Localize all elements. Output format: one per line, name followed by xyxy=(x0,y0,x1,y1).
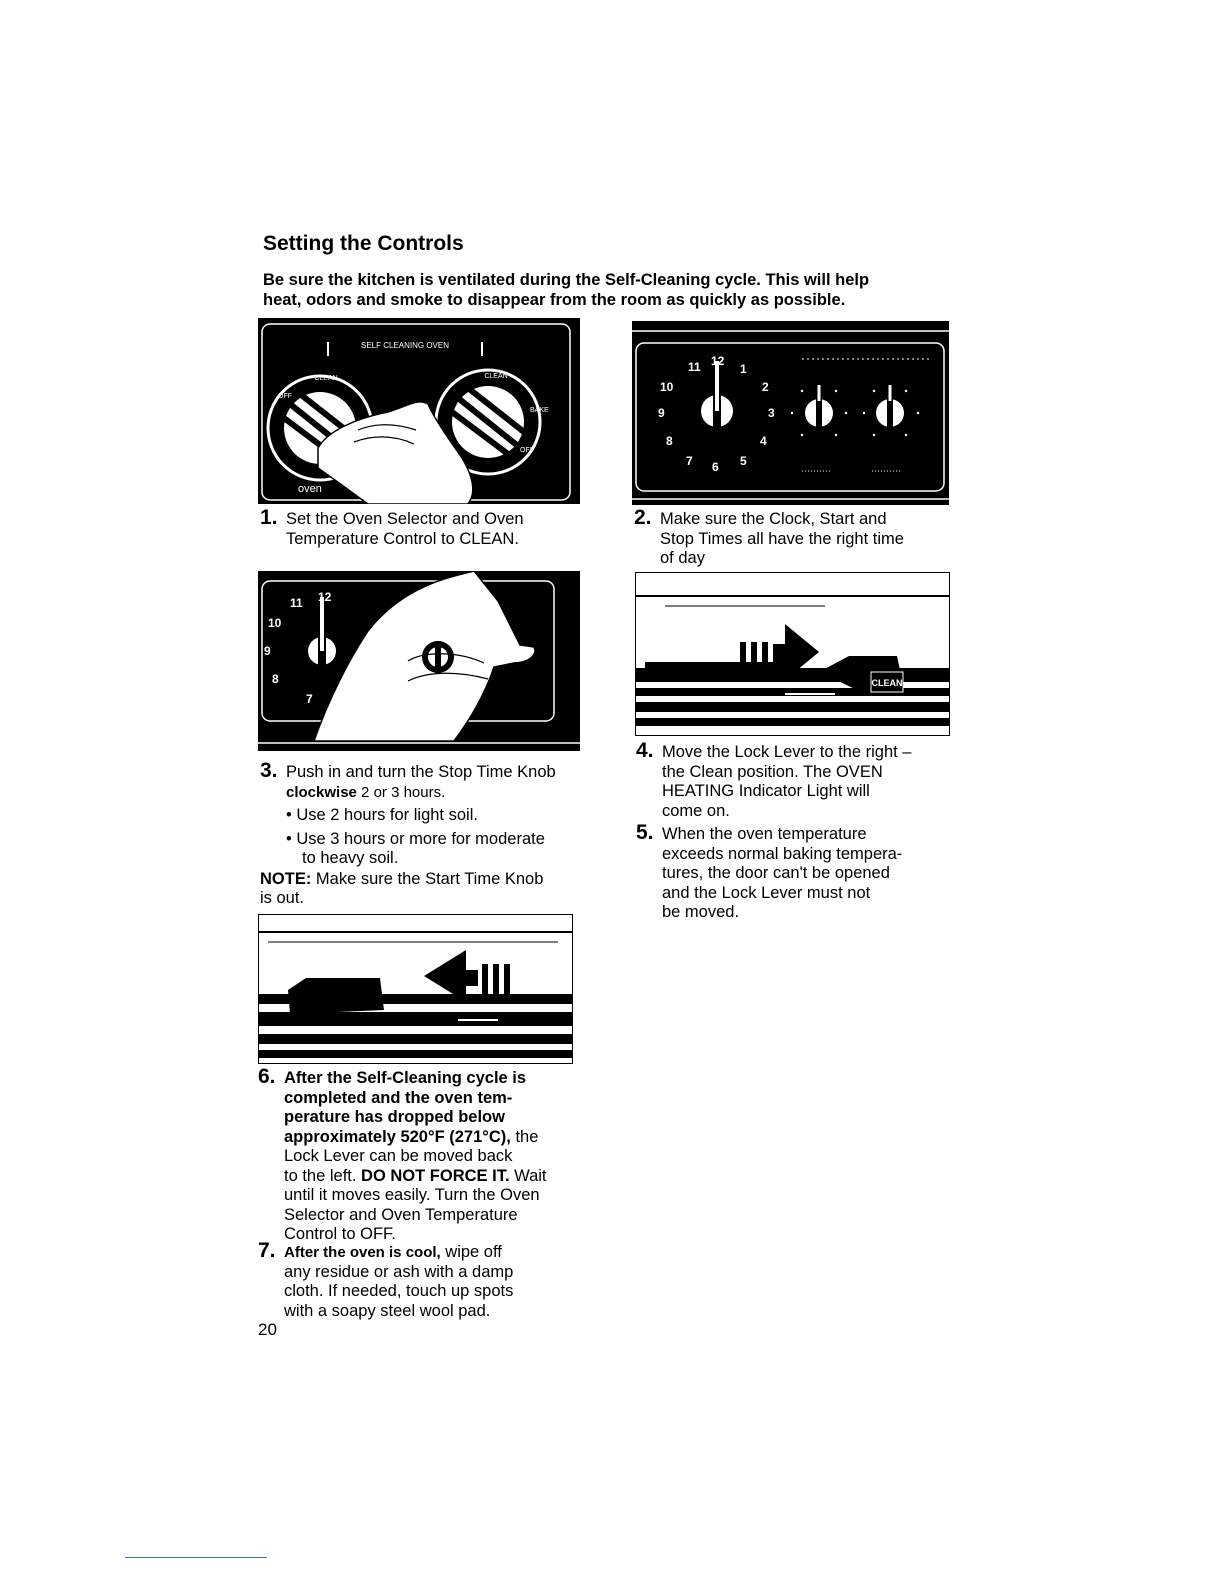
figure-lock-lever-left xyxy=(258,914,573,1064)
bullet-item: • Use 3 hours or more for moderate xyxy=(286,829,545,848)
clock-numeral: 12 xyxy=(318,590,332,604)
clock-numeral: 7 xyxy=(686,454,693,468)
step-5 xyxy=(636,821,903,923)
step-text: Selector and Oven Temperature xyxy=(284,1205,518,1224)
step-number: 3. xyxy=(260,759,278,782)
lock-lever-right-illustration xyxy=(635,572,950,736)
bullet-item-continued: to heavy soil. xyxy=(302,849,399,867)
step-text: until it moves easily. Turn the Oven xyxy=(284,1186,540,1204)
step-number: 7. xyxy=(258,1239,276,1262)
step-text: any residue or ash with a damp xyxy=(284,1262,514,1281)
clock-numeral: 10 xyxy=(660,380,674,394)
step-text-bold: completed and the oven tem- xyxy=(284,1088,513,1107)
note xyxy=(260,870,543,908)
step-1 xyxy=(260,506,524,549)
bullet-item: • Use 2 hours for light soil. xyxy=(286,806,478,824)
step-text: be moved. xyxy=(662,903,740,921)
step-text: Make sure the Clock, Start and xyxy=(660,510,887,528)
step-text-bold: After the oven is cool, xyxy=(284,1244,441,1261)
step-text: Stop Times all have the right time xyxy=(660,529,904,548)
clock-numeral: 8 xyxy=(272,672,279,686)
step-text: the xyxy=(510,1127,539,1146)
clock-numeral: 3 xyxy=(768,406,775,420)
step-number: 5. xyxy=(636,821,654,844)
panel-label: SELF CLEANING OVEN xyxy=(360,341,450,350)
step-text: Lock Lever can be moved back xyxy=(284,1147,513,1165)
figure-lock-lever-right xyxy=(635,572,950,736)
intro-paragraph xyxy=(263,270,963,310)
page-title: Setting the Controls xyxy=(263,232,464,255)
clock-numeral: 7 xyxy=(306,692,313,706)
clock-numeral: 1 xyxy=(740,362,747,376)
figure-oven-dials xyxy=(258,318,580,504)
left-dial-off-label: OFF xyxy=(278,393,292,400)
clock-numeral: 4 xyxy=(760,434,767,448)
step-number: 1. xyxy=(260,506,278,529)
intro-line-2: heat, odors and smoke to disappear from the room as quickly as possible. xyxy=(263,291,846,309)
clean-position-label: CLEAN xyxy=(871,678,903,688)
step-text: Temperature Control to CLEAN. xyxy=(286,529,519,548)
note-text: is out. xyxy=(260,889,305,907)
step-text-bold: clockwise xyxy=(286,783,357,801)
clock-numeral: 11 xyxy=(688,360,701,374)
step-6 xyxy=(258,1065,547,1245)
clock-numeral: 10 xyxy=(268,616,282,630)
step-text: HEATING Indicator Light will xyxy=(662,782,870,800)
right-dial-bake-label: BAKE xyxy=(530,407,549,414)
step-text: of day xyxy=(660,549,705,567)
step-text: and the Lock Lever must not xyxy=(662,883,871,902)
step-text: to the left. xyxy=(284,1166,362,1185)
lock-lever-handle xyxy=(288,978,384,1014)
clock-numeral: 9 xyxy=(264,644,271,658)
step-text: come on. xyxy=(662,801,730,820)
note-label: NOTE: xyxy=(260,870,312,888)
lock-lever-left-illustration xyxy=(258,914,573,1064)
clock-numeral: 11 xyxy=(290,596,303,610)
clock-numeral: 8 xyxy=(666,434,673,448)
step-text-bold: perature has dropped below xyxy=(284,1108,505,1126)
step-text: Push in and turn the Stop Time Knob xyxy=(286,763,556,781)
left-dial-clean-label: CLEAN xyxy=(314,375,338,382)
step-text: tures, the door can't be opened xyxy=(662,864,890,882)
step-text-bold: DO NOT FORCE IT. xyxy=(361,1166,510,1185)
clock-timers-illustration xyxy=(632,321,949,505)
step-text-bold: After the Self-Cleaning cycle is xyxy=(284,1069,527,1087)
oven-dials-illustration xyxy=(258,318,580,504)
step-text-bold: approximately 520°F (271°C), xyxy=(284,1127,511,1146)
intro-line-1: Be sure the kitchen is ventilated during the Self-Cleaning cycle. This will help xyxy=(263,271,870,289)
figure-stop-time-knob xyxy=(258,571,580,751)
footer-rule xyxy=(125,1557,267,1558)
clock-numeral: 5 xyxy=(740,454,747,468)
right-dial-off-label: OFF xyxy=(520,447,534,454)
step-text: the Clean position. The OVEN xyxy=(662,762,883,781)
page-number: 20 xyxy=(258,1320,277,1339)
step-text: exceeds normal baking tempera- xyxy=(662,844,903,863)
step-number: 6. xyxy=(258,1065,276,1088)
step-number: 2. xyxy=(634,506,652,529)
step-number: 4. xyxy=(636,739,654,762)
step-text: Move the Lock Lever to the right – xyxy=(662,743,912,761)
figure-clock-timers xyxy=(632,321,949,505)
step-3 xyxy=(260,759,556,869)
step-text: Control to OFF. xyxy=(284,1225,396,1243)
right-dial-clean-label: CLEAN xyxy=(484,373,508,380)
clock-numeral: 9 xyxy=(658,406,665,420)
clock-numeral: 2 xyxy=(762,380,769,394)
step-text: wipe off xyxy=(440,1243,502,1261)
stop-time-knob-illustration xyxy=(258,571,580,751)
note-text: Make sure the Start Time Knob xyxy=(311,870,544,888)
step-text: Wait xyxy=(509,1166,547,1185)
step-7 xyxy=(258,1239,514,1321)
step-text: Set the Oven Selector and Oven xyxy=(286,510,524,528)
clock-numeral: 12 xyxy=(711,354,725,368)
clock-numeral: 6 xyxy=(712,460,719,474)
step-text: cloth. If needed, touch up spots xyxy=(284,1282,514,1300)
oven-text: oven xyxy=(298,483,322,495)
step-2 xyxy=(634,506,904,569)
step-text: with a soapy steel wool pad. xyxy=(284,1301,491,1320)
step-text: 2 or 3 hours. xyxy=(356,783,446,801)
step-4 xyxy=(636,739,912,821)
step-text: When the oven temperature xyxy=(662,825,867,843)
